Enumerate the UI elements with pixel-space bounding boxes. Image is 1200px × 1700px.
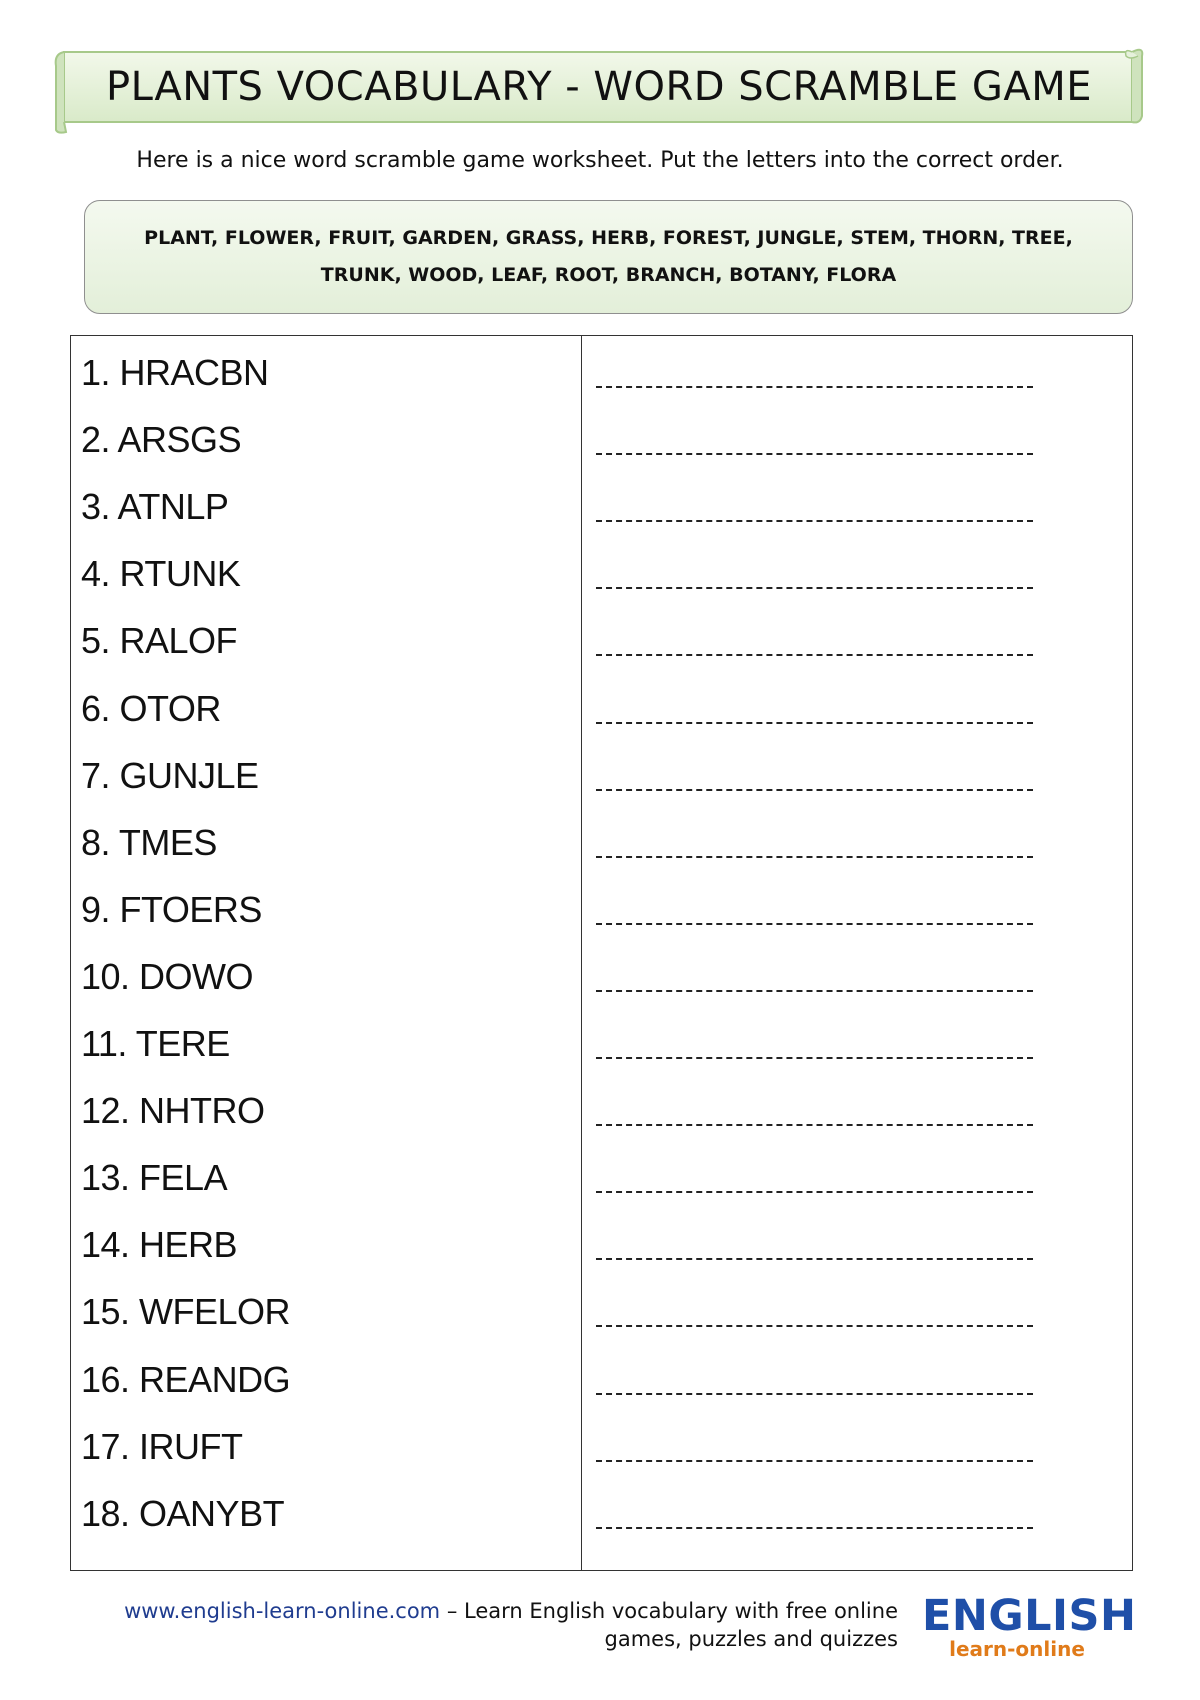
answer-line[interactable] bbox=[596, 1258, 1033, 1260]
scrambled-word: 17. IRUFT bbox=[81, 1425, 243, 1467]
logo-sub-text: learn-online bbox=[949, 1637, 1085, 1661]
answer-line[interactable] bbox=[596, 923, 1033, 925]
footer-url-link[interactable]: www.english-learn-online.com bbox=[124, 1599, 441, 1623]
scrambled-word: 9. FTOERS bbox=[81, 888, 262, 930]
answer-line[interactable] bbox=[596, 722, 1033, 724]
answer-line[interactable] bbox=[596, 1325, 1033, 1327]
puzzle-row bbox=[71, 545, 1132, 612]
answer-line[interactable] bbox=[596, 856, 1033, 858]
footer-tagline: – Learn English vocabulary with free online bbox=[440, 1599, 898, 1623]
footer-text bbox=[48, 1597, 898, 1653]
answer-line[interactable] bbox=[596, 654, 1033, 656]
answer-line[interactable] bbox=[596, 1527, 1033, 1529]
scrambled-word: 6. OTOR bbox=[81, 687, 221, 729]
puzzle-row bbox=[71, 612, 1132, 679]
scrambled-word: 2. ARSGS bbox=[81, 419, 242, 461]
word-bank-text bbox=[144, 220, 1073, 294]
answer-line[interactable] bbox=[596, 1057, 1033, 1059]
answer-line[interactable] bbox=[596, 990, 1033, 992]
answer-line[interactable] bbox=[596, 520, 1033, 522]
puzzle-row bbox=[71, 1149, 1132, 1216]
title-banner bbox=[52, 44, 1146, 134]
answer-line[interactable] bbox=[596, 587, 1033, 589]
answer-line[interactable] bbox=[596, 789, 1033, 791]
scrambled-word: 5. RALOF bbox=[81, 620, 238, 662]
answer-line[interactable] bbox=[596, 453, 1033, 455]
word-bank-line: TRUNK, WOOD, LEAF, ROOT, BRANCH, BOTANY, FLORA bbox=[320, 264, 897, 286]
instructions-text: Here is a nice word scramble game worksheet. Put the letters into the correct order. bbox=[136, 148, 1064, 173]
word-bank-line: PLANT, FLOWER, FRUIT, GARDEN, GRASS, HERB, FOREST, JUNGLE, STEM, THORN, TREE, bbox=[144, 227, 1073, 249]
scrambled-word: 10. DOWO bbox=[81, 955, 254, 997]
footer-tagline: games, puzzles and quizzes bbox=[604, 1627, 898, 1651]
puzzle-row bbox=[71, 1216, 1132, 1283]
puzzle-row bbox=[71, 1015, 1132, 1082]
puzzle-row bbox=[71, 478, 1132, 545]
puzzle-row bbox=[71, 1351, 1132, 1418]
answer-line[interactable] bbox=[596, 1460, 1033, 1462]
scrambled-word: 15. WFELOR bbox=[81, 1291, 291, 1333]
answer-line[interactable] bbox=[596, 1393, 1033, 1395]
scrambled-word: 8. TMES bbox=[81, 821, 217, 863]
puzzle-row bbox=[71, 680, 1132, 747]
scrambled-word: 3. ATNLP bbox=[81, 486, 229, 528]
puzzle-row bbox=[71, 948, 1132, 1015]
logo-main-text: ENGLISH bbox=[922, 1591, 1137, 1641]
scrambled-word: 12. NHTRO bbox=[81, 1090, 265, 1132]
puzzle-row bbox=[71, 411, 1132, 478]
scrambled-word: 1. HRACBN bbox=[81, 352, 269, 393]
answer-line[interactable] bbox=[596, 1191, 1033, 1193]
scrambled-word: 16. REANDG bbox=[81, 1358, 291, 1400]
puzzle-row bbox=[71, 747, 1132, 814]
answer-line[interactable] bbox=[596, 1124, 1033, 1126]
puzzle-table bbox=[70, 335, 1133, 1571]
puzzle-row bbox=[71, 1418, 1132, 1485]
scrambled-word: 7. GUNJLE bbox=[81, 754, 259, 796]
scrambled-word: 13. FELA bbox=[81, 1157, 228, 1199]
puzzle-row bbox=[71, 814, 1132, 881]
puzzle-row bbox=[71, 344, 1132, 411]
scrambled-word: 4. RTUNK bbox=[81, 553, 241, 595]
scrambled-word: 14. HERB bbox=[81, 1224, 238, 1266]
answer-line[interactable] bbox=[596, 386, 1033, 388]
puzzle-row bbox=[71, 1485, 1132, 1552]
brand-logo bbox=[922, 1591, 1137, 1668]
scrambled-word: 18. OANYBT bbox=[81, 1492, 285, 1534]
puzzle-row bbox=[71, 1283, 1132, 1350]
scrambled-word: 11. TERE bbox=[81, 1023, 230, 1064]
puzzle-row bbox=[71, 1082, 1132, 1149]
puzzle-row bbox=[71, 881, 1132, 948]
word-bank-box bbox=[84, 200, 1133, 314]
page-title: PLANTS VOCABULARY - WORD SCRAMBLE GAME bbox=[106, 64, 1092, 110]
